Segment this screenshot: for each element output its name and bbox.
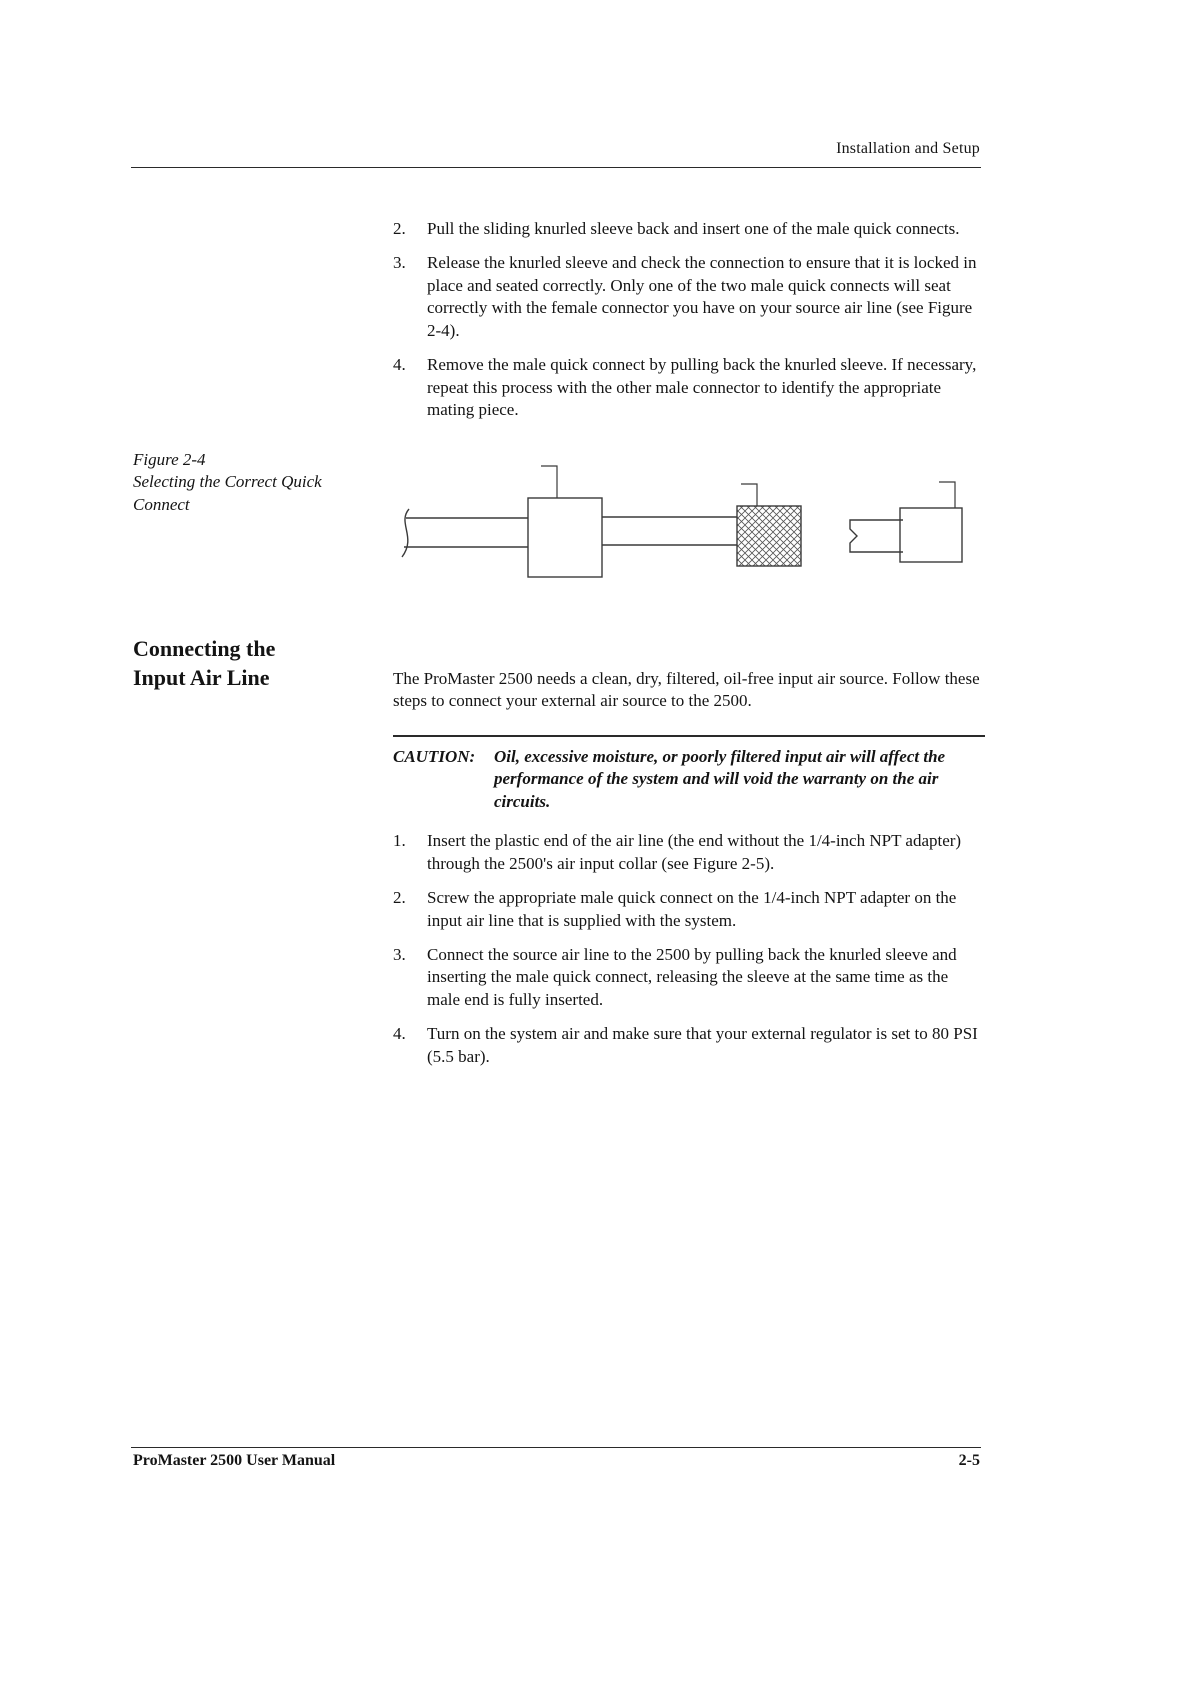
section-body xyxy=(393,668,985,1080)
callout-line xyxy=(541,466,557,498)
figure-caption xyxy=(133,449,368,516)
figure-caption-text: Selecting the Correct Quick Connect xyxy=(133,472,322,514)
callout-line xyxy=(741,484,757,506)
list-item xyxy=(393,354,985,421)
caution-text: Oil, excessive moisture, or poorly filtered input air will affect the performance of the system and will void the warranty on the air circuits. xyxy=(494,746,946,811)
footer-rule xyxy=(131,1447,981,1448)
caution-label: CAUTION: xyxy=(393,746,476,766)
list-item xyxy=(393,1023,985,1068)
page-header: Installation and Setup xyxy=(836,140,980,157)
list-item-number: 3. xyxy=(393,253,406,273)
list-item-number: 4. xyxy=(393,1024,406,1044)
header-rule xyxy=(131,167,981,168)
list-item-text: Pull the sliding knurled sleeve back and insert one of the male quick connects. xyxy=(427,219,960,238)
footer-page-number: 2-5 xyxy=(958,1452,980,1469)
connector-tube xyxy=(602,517,737,545)
list-item-text: Insert the plastic end of the air line (the end without the 1/4-inch NPT adapter) through the 2500's air input collar (see Figure 2-5). xyxy=(427,831,962,873)
section-heading-line: Connecting the xyxy=(133,636,276,661)
list-item-text: Turn on the system air and make sure that your external regulator is set to 80 PSI (5.5 bar). xyxy=(427,1024,978,1066)
knurled-sleeve xyxy=(737,506,801,566)
list-item-number: 2. xyxy=(393,219,406,238)
list-item-number: 1. xyxy=(393,831,406,851)
numbered-list-top xyxy=(393,218,985,434)
list-item-text: Release the knurled sleeve and check the connection to ensure that it is locked in place and seated correctly. Only one of the two male quick connects will seat correctly with the female connector you have on your source air line (see Figure 2-4). xyxy=(427,253,977,340)
list-item-number: 2. xyxy=(393,888,406,908)
air-line xyxy=(402,509,528,557)
footer-manual-title: ProMaster 2500 User Manual xyxy=(133,1452,336,1469)
quick-connect-drawing xyxy=(395,455,970,585)
list-item xyxy=(393,830,985,875)
section-heading xyxy=(133,634,373,692)
intro-paragraph: The ProMaster 2500 needs a clean, dry, filtered, oil-free input air source. Follow these steps to connect your external air source to the 2500. xyxy=(393,669,980,711)
figure-2-4 xyxy=(395,455,970,590)
list-item xyxy=(393,887,985,932)
list-item-text: Connect the source air line to the 2500 by pulling back the knurled sleeve and inserting the male quick connect, releasing the sleeve at the same time as the male end is fully inserted. xyxy=(427,944,957,1009)
male-quick-connect xyxy=(850,508,962,562)
caution-block xyxy=(393,735,985,813)
list-item xyxy=(393,944,985,1011)
callout-line xyxy=(939,482,955,508)
figure-label: Figure 2-4 xyxy=(133,450,206,469)
numbered-list-steps xyxy=(393,830,985,1068)
list-item xyxy=(393,252,985,342)
list-item-text: Remove the male quick connect by pulling back the knurled sleeve. If necessary, repeat this process with the other male connector to identify the appropriate mating piece. xyxy=(427,355,977,420)
list-item xyxy=(393,218,985,240)
list-item-number: 3. xyxy=(393,944,406,964)
sliding-sleeve-body xyxy=(528,498,602,577)
section-heading-line: Input Air Line xyxy=(133,665,270,691)
list-item-text: Screw the appropriate male quick connect on the 1/4-inch NPT adapter on the input air line that is supplied with the system. xyxy=(427,888,957,930)
list-item-number: 4. xyxy=(393,355,406,375)
